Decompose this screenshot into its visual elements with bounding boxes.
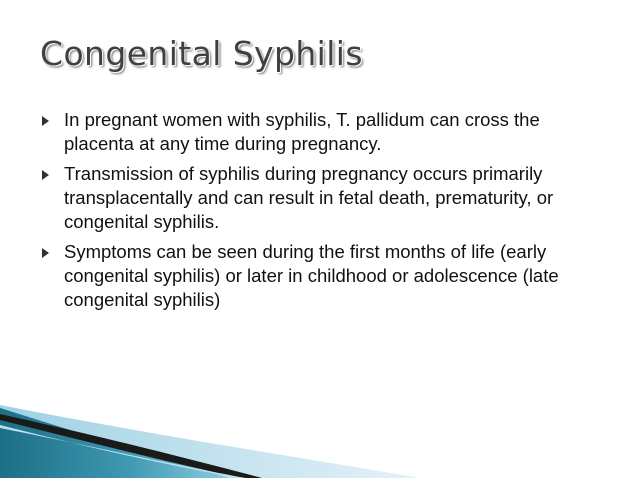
bullet-text: In pregnant women with syphilis, T. pallidum can cross the placenta at any time during pregnancy. — [64, 109, 540, 154]
triangle-right-icon — [42, 248, 49, 258]
bullet-item — [40, 162, 600, 234]
bullet-text: Symptoms can be seen during the first months of life (early congenital syphilis) or later in childhood or adolescence (late congenital syphilis) — [64, 241, 559, 310]
triangle-right-icon — [42, 170, 49, 180]
bullet-item — [40, 240, 600, 312]
bullet-text: Transmission of syphilis during pregnancy occurs primarily transplacentally and can result in fetal death, prematurity, or congenital syphilis. — [64, 163, 554, 232]
triangle-right-icon — [42, 116, 49, 126]
bullet-item — [40, 108, 600, 156]
slide-title: Congenital Syphilis — [40, 34, 363, 73]
bullet-list — [40, 108, 600, 318]
